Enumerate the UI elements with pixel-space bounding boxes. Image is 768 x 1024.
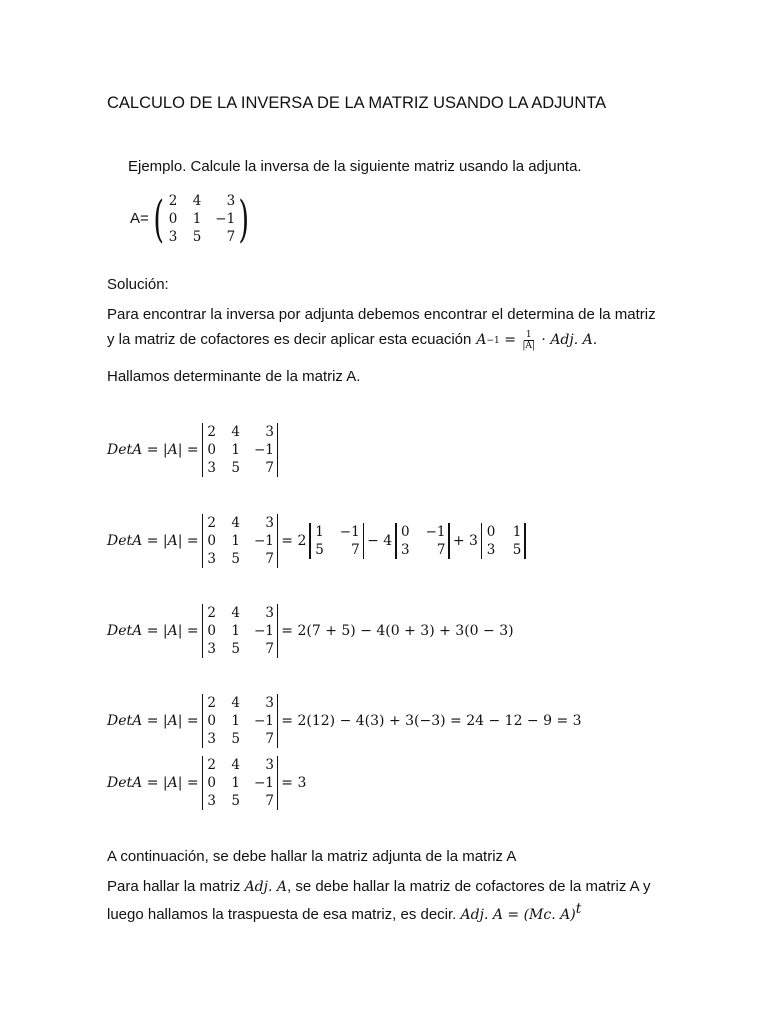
matrix-cell: 2 — [207, 424, 216, 440]
matrix-cell: 5 — [231, 793, 240, 809]
matrix-cell: 0 — [168, 211, 178, 227]
matrix-cell: 1 — [192, 211, 202, 227]
matrix-cell: 2 — [207, 757, 216, 773]
matrix-cell: −1 — [254, 775, 274, 791]
minor-cell: −1 — [425, 524, 446, 540]
matrix-cell: 3 — [207, 793, 216, 809]
det-step-3 — [107, 604, 514, 658]
matrix-cell: −1 — [254, 623, 274, 639]
minor-cell: 3 — [486, 542, 496, 558]
matrix-cell: 0 — [207, 623, 216, 639]
formula-lhs: A — [476, 332, 487, 348]
expansion-coef-1: = 2 — [281, 533, 307, 549]
matrix-cell: 2 — [168, 193, 178, 209]
expansion-coef-2: − 4 — [367, 533, 393, 549]
matrix-cell: 3 — [265, 424, 274, 440]
solution-label: Solución: — [107, 276, 169, 293]
det-step-1 — [107, 423, 281, 477]
minor-cell: 7 — [351, 542, 360, 558]
matrix-cell: 5 — [192, 229, 202, 245]
matrix-cell: 2 — [207, 605, 216, 621]
minor-2 — [395, 523, 450, 559]
matrix-cell: −1 — [254, 713, 274, 729]
matrix-cell: −1 — [254, 442, 274, 458]
matrix-cell: 7 — [265, 731, 274, 747]
minor-cell: 0 — [400, 524, 410, 540]
formula-eq: = — [499, 332, 521, 348]
matrix-cell: 3 — [226, 193, 236, 209]
matrix-cell: 1 — [231, 442, 240, 458]
matrix-cell: 7 — [265, 460, 274, 476]
det-lhs: DetA = |A| = — [107, 623, 199, 639]
matrix-cell: 7 — [226, 229, 236, 245]
continuation-text: A continuación, se debe hallar la matriz adjunta de la matriz A — [107, 848, 517, 865]
det-matrix — [202, 694, 279, 748]
det-matrix — [202, 514, 279, 568]
matrix-cell: 0 — [207, 442, 216, 458]
matrix-cell: 3 — [207, 551, 216, 567]
matrix-cell: −1 — [215, 211, 236, 227]
formula-fraction — [522, 330, 535, 351]
hallamos-text: Hallamos determinante de la matriz A. — [107, 368, 361, 385]
det-lhs: DetA = |A| = — [107, 775, 199, 791]
matrix-cell: 5 — [231, 551, 240, 567]
minor-1 — [309, 523, 364, 559]
det-result: = 3 — [281, 775, 307, 791]
minor-cell: 3 — [400, 542, 410, 558]
minor-cell: 1 — [315, 524, 324, 540]
det-lhs: DetA = |A| = — [107, 442, 199, 458]
det-matrix — [202, 423, 279, 477]
fraction-numerator: 1 — [525, 329, 532, 340]
matrix-cell: 7 — [265, 793, 274, 809]
para2-line2 — [107, 896, 581, 928]
matrix-cell: 1 — [231, 775, 240, 791]
matrix-cell: 4 — [231, 605, 240, 621]
det-expression: = 2(12) − 4(3) + 3(−3) = 24 − 12 − 9 = 3 — [281, 713, 582, 729]
formula-rhs: · Adj. A. — [536, 332, 598, 348]
right-paren: ) — [238, 190, 250, 248]
matrix-cell: −1 — [254, 533, 274, 549]
minor-3 — [481, 523, 526, 559]
para2-line1-end: , se debe hallar la matriz de cofactores de la matriz A y — [287, 878, 651, 895]
fraction-denominator: |A| — [522, 340, 535, 351]
matrix-cell: 3 — [265, 515, 274, 531]
det-step-5 — [107, 756, 306, 810]
matrix-cell: 4 — [231, 695, 240, 711]
matrix-cell: 3 — [207, 731, 216, 747]
matrix-cell: 4 — [231, 424, 240, 440]
adj-formula: Adj. A = (Mc. A) — [460, 907, 576, 923]
matrix-a-definition — [130, 192, 254, 246]
det-lhs: DetA = |A| = — [107, 713, 199, 729]
matrix-cell: 7 — [265, 551, 274, 567]
matrix-cell: 3 — [265, 695, 274, 711]
matrix-cell: 0 — [207, 775, 216, 791]
matrix-cell: 2 — [207, 515, 216, 531]
minor-cell: −1 — [339, 524, 360, 540]
matrix-cell: 0 — [207, 713, 216, 729]
matrix-cell: 3 — [168, 229, 178, 245]
transpose-sup: t — [575, 901, 582, 917]
para2-line1-start: Para hallar la matriz — [107, 878, 241, 895]
expansion-coef-3: + 3 — [452, 533, 478, 549]
matrix-a — [164, 192, 238, 246]
det-matrix — [202, 604, 279, 658]
matrix-cell: 4 — [231, 515, 240, 531]
matrix-cell: 1 — [231, 533, 240, 549]
matrix-cell: 0 — [207, 533, 216, 549]
example-statement: Ejemplo. Calcule la inversa de la siguiente matriz usando la adjunta. — [128, 158, 582, 175]
para1-line2-text: y la matriz de cofactores es decir aplicar esta ecuación — [107, 331, 472, 348]
matrix-cell: 5 — [231, 641, 240, 657]
matrix-cell: 1 — [231, 623, 240, 639]
matrix-cell: 3 — [265, 757, 274, 773]
matrix-cell: 3 — [265, 605, 274, 621]
matrix-cell: 3 — [207, 641, 216, 657]
minor-cell: 1 — [512, 524, 522, 540]
matrix-cell: 1 — [231, 713, 240, 729]
page-title: CALCULO DE LA INVERSA DE LA MATRIZ USANDO LA ADJUNTA — [107, 94, 607, 112]
matrix-cell: 5 — [231, 460, 240, 476]
formula-exp: −1 — [486, 336, 500, 346]
matrix-cell: 4 — [192, 193, 202, 209]
matrix-cell: 2 — [207, 695, 216, 711]
det-lhs: DetA = |A| = — [107, 533, 199, 549]
para1-line1: Para encontrar la inversa por adjunta debemos encontrar el determina de la matriz — [107, 306, 656, 323]
minor-cell: 0 — [486, 524, 496, 540]
matrix-cell: 5 — [231, 731, 240, 747]
det-step-4 — [107, 694, 582, 748]
matrix-cell: 3 — [207, 460, 216, 476]
adj-a-math: Adj. A — [244, 879, 287, 895]
det-matrix — [202, 756, 279, 810]
para2-line2-text: luego hallamos la traspuesta de esa matriz, es decir. — [107, 906, 457, 923]
matrix-label: A= — [130, 210, 149, 227]
det-expression: = 2(7 + 5) − 4(0 + 3) + 3(0 − 3) — [281, 623, 514, 639]
matrix-cell: 7 — [265, 641, 274, 657]
left-paren: ( — [153, 190, 164, 248]
para1-line2 — [107, 326, 597, 354]
matrix-cell: 4 — [231, 757, 240, 773]
det-step-2 — [107, 514, 529, 568]
minor-cell: 7 — [436, 542, 446, 558]
minor-cell: 5 — [512, 542, 522, 558]
minor-cell: 5 — [315, 542, 324, 558]
